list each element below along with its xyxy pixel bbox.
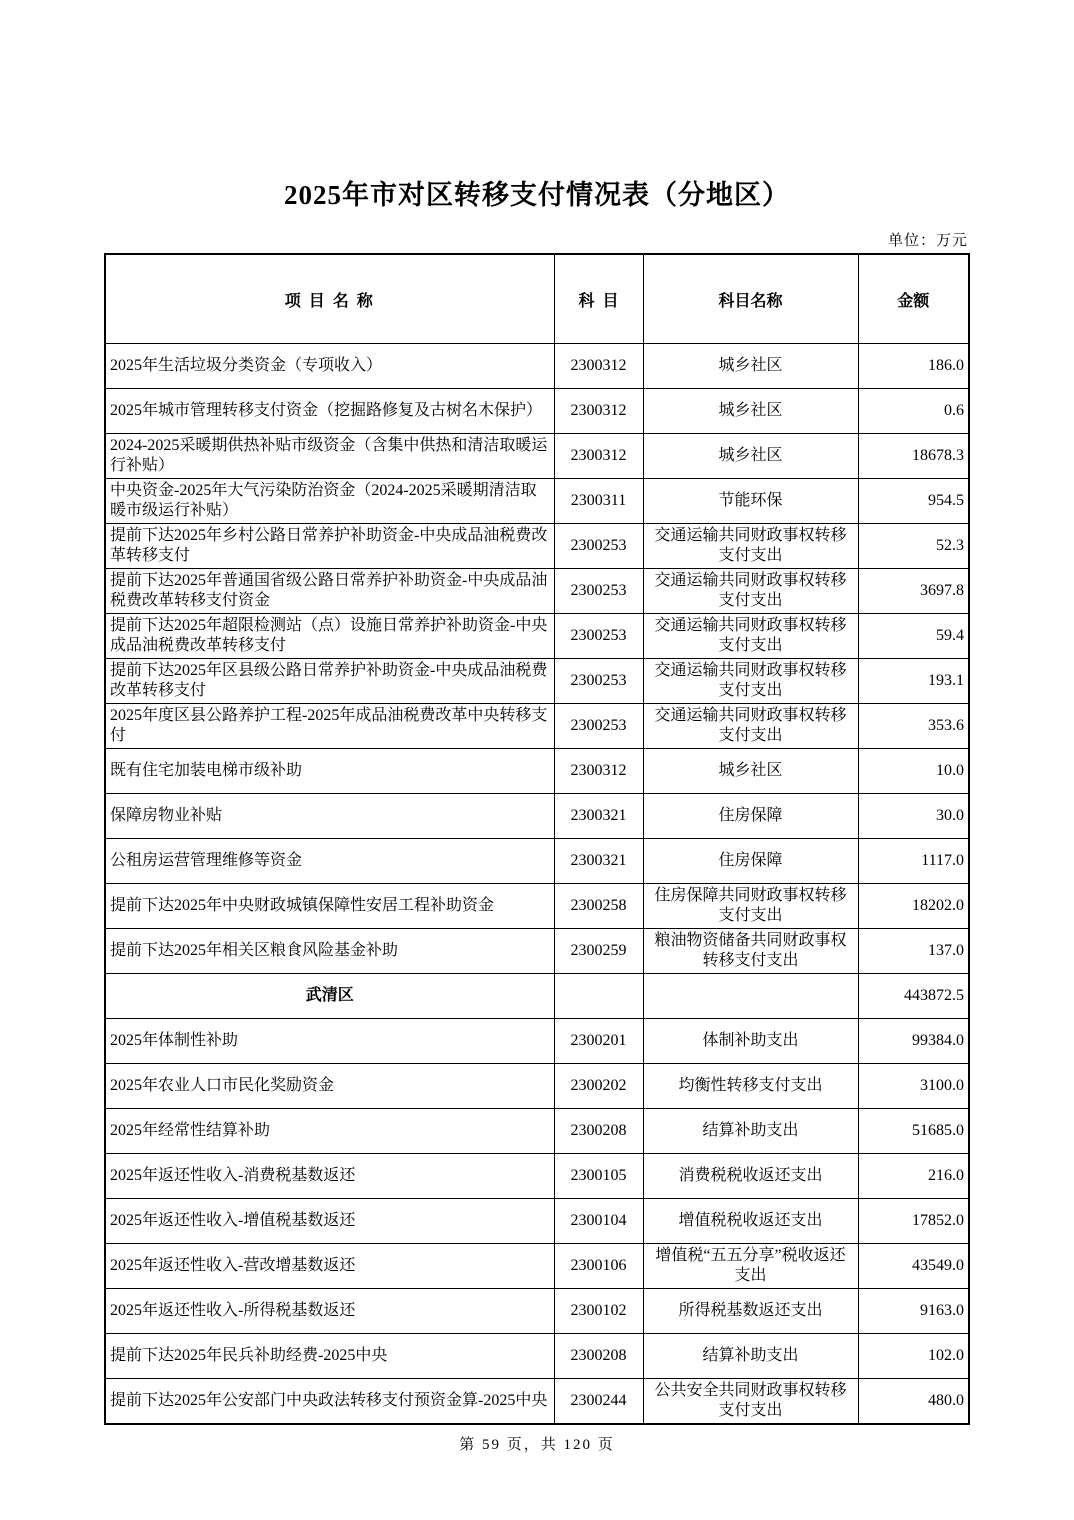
cell-project-name: 2025年农业人口市民化奖励资金 [105,1064,554,1109]
table-row [105,614,969,659]
table-row [105,344,969,389]
table-row [105,1379,969,1425]
cell-project-name: 2025年返还性收入-增值税基数返还 [105,1199,554,1244]
cell-amount: 102.0 [858,1334,969,1379]
cell-project-name: 提前下达2025年相关区粮食风险基金补助 [105,929,554,974]
cell-subject-code: 2300106 [554,1244,643,1289]
table-row [105,1019,969,1064]
cell-subject-name: 体制补助支出 [643,1019,858,1064]
table-row [105,434,969,479]
cell-subject-name: 住房保障 [643,839,858,884]
table-row [105,1064,969,1109]
cell-amount: 18678.3 [858,434,969,479]
cell-subject-code: 2300259 [554,929,643,974]
cell-project-name: 提前下达2025年中央财政城镇保障性安居工程补助资金 [105,884,554,929]
table-body [105,344,969,1425]
table-row [105,524,969,569]
table-row [105,1199,969,1244]
cell-amount: 216.0 [858,1154,969,1199]
cell-subject-code: 2300253 [554,704,643,749]
header-row [105,254,969,344]
table-row [105,929,969,974]
cell-amount: 1117.0 [858,839,969,884]
cell-subject-name: 住房保障 [643,794,858,839]
table-row [105,794,969,839]
cell-subject-name: 均衡性转移支付支出 [643,1064,858,1109]
cell-subject-name: 城乡社区 [643,434,858,479]
cell-subject-name: 交通运输共同财政事权转移支付支出 [643,614,858,659]
cell-project-name: 2025年生活垃圾分类资金（专项收入） [105,344,554,389]
cell-subject-name: 住房保障共同财政事权转移支付支出 [643,884,858,929]
table-row [105,1244,969,1289]
table-row [105,749,969,794]
cell-subject-code: 2300312 [554,749,643,794]
cell-subject-code: 2300208 [554,1109,643,1154]
cell-subject-name: 节能环保 [643,479,858,524]
cell-subject-name: 增值税税收返还支出 [643,1199,858,1244]
cell-subject-code: 2300321 [554,839,643,884]
cell-subject-code: 2300311 [554,479,643,524]
cell-amount: 3697.8 [858,569,969,614]
cell-project-name: 保障房物业补贴 [105,794,554,839]
cell-subject-name: 结算补助支出 [643,1334,858,1379]
table-row [105,1154,969,1199]
table-row [105,1334,969,1379]
cell-subject-name: 公共安全共同财政事权转移支付支出 [643,1379,858,1425]
cell-project-name: 公租房运营管理维修等资金 [105,839,554,884]
cell-project-name: 武清区 [105,974,554,1019]
cell-subject-name: 交通运输共同财政事权转移支付支出 [643,524,858,569]
cell-subject-code: 2300253 [554,524,643,569]
cell-subject-name: 消费税税收返还支出 [643,1154,858,1199]
cell-project-name: 中央资金-2025年大气污染防治资金（2024-2025采暖期清洁取暖市级运行补贴） [105,479,554,524]
cell-subject-code: 2300258 [554,884,643,929]
col-header-amount: 金额 [858,254,969,344]
cell-amount: 353.6 [858,704,969,749]
cell-subject-code: 2300201 [554,1019,643,1064]
table-row [105,659,969,704]
cell-amount: 99384.0 [858,1019,969,1064]
page-title: 2025年市对区转移支付情况表（分地区） [284,180,790,211]
table-header [105,254,969,344]
cell-project-name: 2025年体制性补助 [105,1019,554,1064]
cell-amount: 10.0 [858,749,969,794]
page-footer: 第 59 页，共 120 页 [459,1437,615,1453]
cell-subject-code: 2300253 [554,659,643,704]
cell-amount: 954.5 [858,479,969,524]
cell-subject-code: 2300202 [554,1064,643,1109]
table-row [105,884,969,929]
cell-amount: 443872.5 [858,974,969,1019]
cell-subject-name: 所得税基数返还支出 [643,1289,858,1334]
cell-amount: 17852.0 [858,1199,969,1244]
cell-subject-name: 交通运输共同财政事权转移支付支出 [643,659,858,704]
cell-subject-code [554,974,643,1019]
cell-amount: 193.1 [858,659,969,704]
cell-subject-name [643,974,858,1019]
cell-project-name: 2025年城市管理转移支付资金（挖掘路修复及古树名木保护） [105,389,554,434]
cell-subject-code: 2300253 [554,569,643,614]
cell-amount: 480.0 [858,1379,969,1425]
cell-project-name: 2024-2025采暖期供热补贴市级资金（含集中供热和清洁取暖运行补贴） [105,434,554,479]
table-row [105,1109,969,1154]
cell-amount: 3100.0 [858,1064,969,1109]
cell-amount: 30.0 [858,794,969,839]
col-header-subject-code: 科 目 [554,254,643,344]
cell-subject-code: 2300321 [554,794,643,839]
cell-subject-code: 2300104 [554,1199,643,1244]
cell-subject-code: 2300312 [554,434,643,479]
cell-subject-name: 增值税“五五分享”税收返还支出 [643,1244,858,1289]
cell-project-name: 提前下达2025年民兵补助经费-2025中央 [105,1334,554,1379]
cell-project-name: 2025年返还性收入-消费税基数返还 [105,1154,554,1199]
cell-subject-name: 城乡社区 [643,749,858,794]
cell-project-name: 提前下达2025年普通国省级公路日常养护补助资金-中央成品油税费改革转移支付资金 [105,569,554,614]
cell-project-name: 提前下达2025年乡村公路日常养护补助资金-中央成品油税费改革转移支付 [105,524,554,569]
col-header-project-name: 项 目 名 称 [105,254,554,344]
cell-amount: 52.3 [858,524,969,569]
table-row [105,974,969,1019]
col-header-subject-name: 科目名称 [643,254,858,344]
cell-project-name: 提前下达2025年公安部门中央政法转移支付预资金算-2025中央 [105,1379,554,1425]
cell-subject-name: 城乡社区 [643,389,858,434]
table-row [105,569,969,614]
cell-subject-code: 2300253 [554,614,643,659]
cell-amount: 137.0 [858,929,969,974]
cell-amount: 18202.0 [858,884,969,929]
cell-project-name: 2025年返还性收入-所得税基数返还 [105,1289,554,1334]
cell-subject-code: 2300105 [554,1154,643,1199]
cell-project-name: 既有住宅加装电梯市级补助 [105,749,554,794]
table-row [105,839,969,884]
cell-amount: 186.0 [858,344,969,389]
cell-project-name: 2025年返还性收入-营改增基数返还 [105,1244,554,1289]
cell-subject-name: 交通运输共同财政事权转移支付支出 [643,569,858,614]
cell-subject-name: 交通运输共同财政事权转移支付支出 [643,704,858,749]
cell-subject-code: 2300312 [554,389,643,434]
table-row [105,389,969,434]
cell-subject-name: 结算补助支出 [643,1109,858,1154]
cell-subject-name: 城乡社区 [643,344,858,389]
cell-subject-code: 2300312 [554,344,643,389]
transfer-payment-table [104,253,970,1425]
table-row [105,479,969,524]
table-row [105,1289,969,1334]
cell-project-name: 2025年经常性结算补助 [105,1109,554,1154]
cell-project-name: 提前下达2025年超限检测站（点）设施日常养护补助资金-中央成品油税费改革转移支付 [105,614,554,659]
cell-amount: 0.6 [858,389,969,434]
cell-amount: 9163.0 [858,1289,969,1334]
cell-subject-code: 2300102 [554,1289,643,1334]
cell-subject-name: 粮油物资储备共同财政事权转移支付支出 [643,929,858,974]
cell-subject-code: 2300244 [554,1379,643,1425]
cell-amount: 43549.0 [858,1244,969,1289]
table-row [105,704,969,749]
cell-amount: 59.4 [858,614,969,659]
cell-project-name: 提前下达2025年区县级公路日常养护补助资金-中央成品油税费改革转移支付 [105,659,554,704]
cell-subject-code: 2300208 [554,1334,643,1379]
cell-amount: 51685.0 [858,1109,969,1154]
unit-label: 单位：万元 [887,233,968,249]
cell-project-name: 2025年度区县公路养护工程-2025年成品油税费改革中央转移支付 [105,704,554,749]
